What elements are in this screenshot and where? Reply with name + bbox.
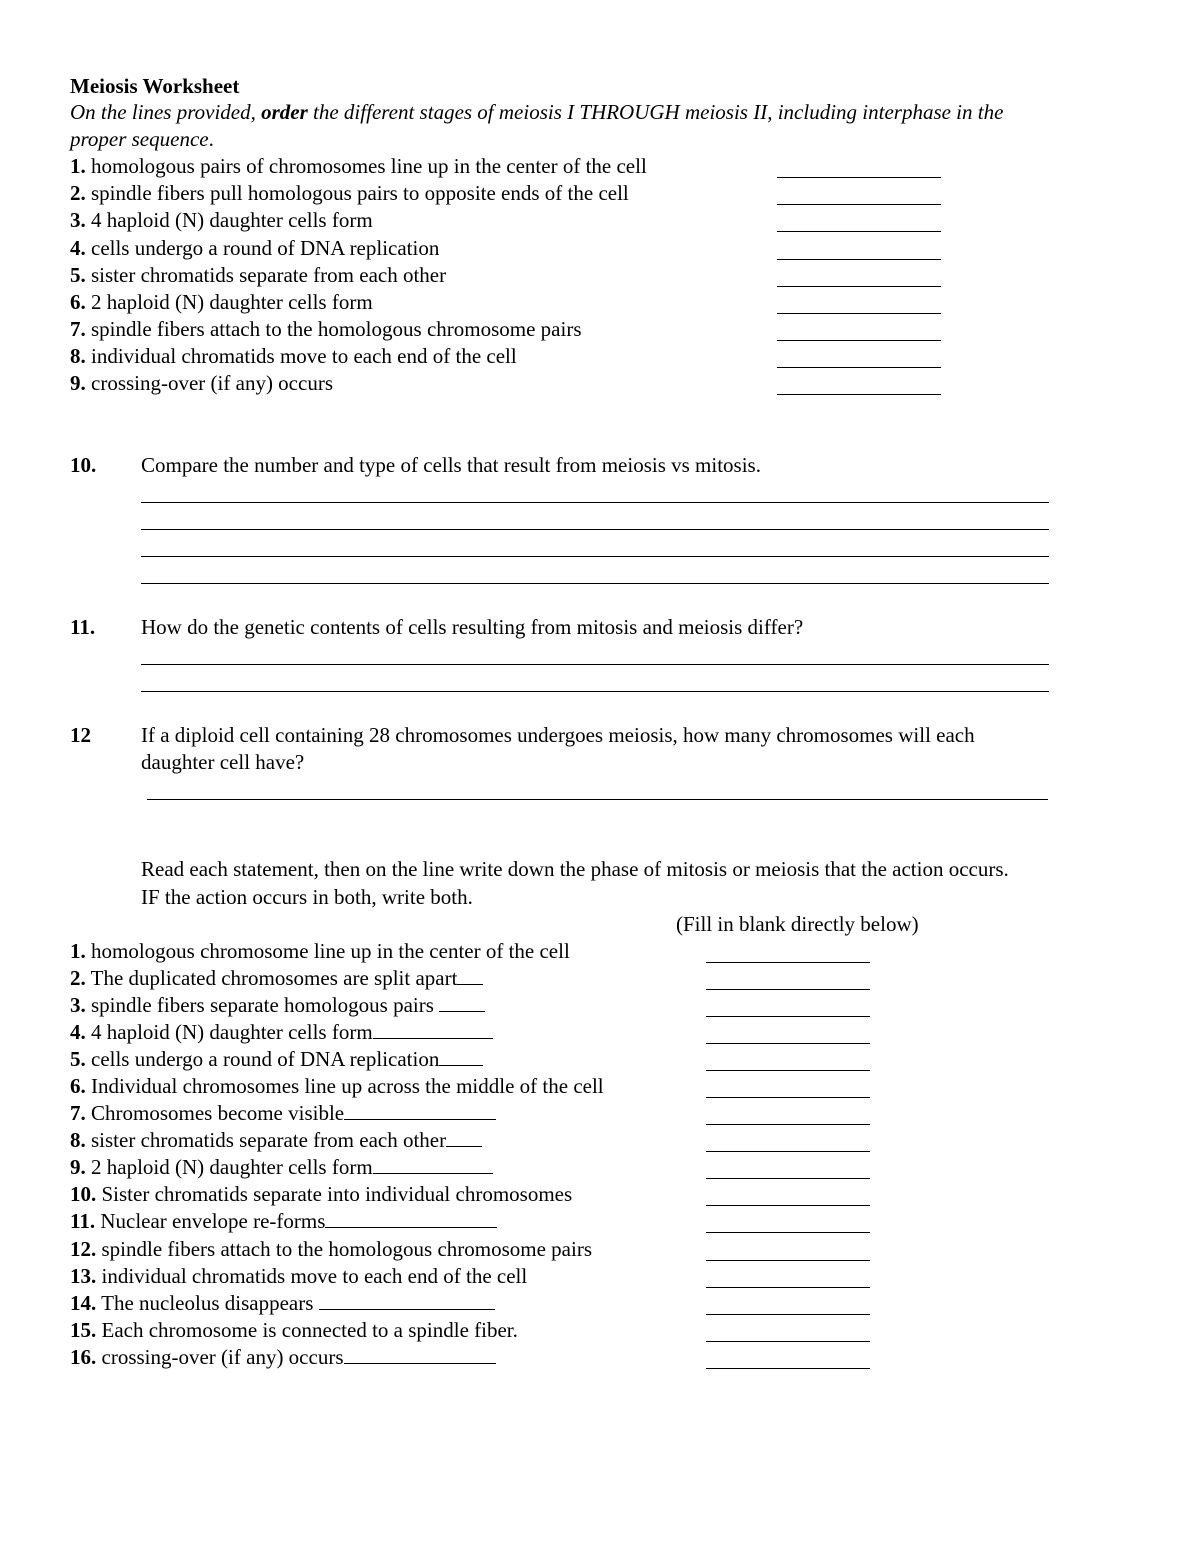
answer-blank[interactable]	[777, 367, 941, 368]
q10-number: 10.	[70, 453, 97, 477]
list-item: 15. Each chromosome is connected to a spindle fiber.	[70, 1318, 518, 1342]
list-item: 10. Sister chromatids separate into individual chromosomes	[70, 1182, 573, 1206]
list-item: 12. spindle fibers attach to the homologous chromosome pairs	[70, 1237, 592, 1261]
list-item: 3. spindle fibers separate homologous pairs	[70, 992, 485, 1019]
list-item: 3. 4 haploid (N) daughter cells form	[70, 208, 373, 232]
answer-blank[interactable]	[706, 1178, 870, 1179]
list-item: 7. spindle fibers attach to the homologous chromosome pairs	[70, 317, 582, 341]
answer-blank[interactable]	[706, 1260, 870, 1261]
instructions-line-1: On the lines provided, order the different stages of meiosis I THROUGH meiosis II, including interphase in the	[70, 100, 1004, 124]
answer-blank[interactable]	[706, 1016, 870, 1017]
list-item: 9. 2 haploid (N) daughter cells form	[70, 1154, 493, 1181]
answer-blank[interactable]	[706, 1287, 870, 1288]
answer-blank[interactable]	[706, 1070, 870, 1071]
answer-blank[interactable]	[706, 1097, 870, 1098]
answer-line[interactable]	[141, 556, 1049, 557]
list-item: 16. crossing-over (if any) occurs	[70, 1344, 496, 1371]
answer-blank[interactable]	[706, 962, 870, 963]
answer-blank[interactable]	[777, 177, 941, 178]
answer-line[interactable]	[141, 502, 1049, 503]
instructions-line-2: proper sequence.	[70, 127, 214, 151]
answer-line[interactable]	[141, 691, 1049, 692]
answer-blank[interactable]	[777, 231, 941, 232]
list-item: 8. individual chromatids move to each end of the cell	[70, 344, 517, 368]
q12-text-line-1: If a diploid cell containing 28 chromosomes undergoes meiosis, how many chromosomes will each	[141, 723, 975, 747]
fill-note: (Fill in blank directly below)	[676, 912, 919, 936]
q10-text: Compare the number and type of cells that result from meiosis vs mitosis.	[141, 453, 761, 477]
list-item: 13. individual chromatids move to each end of the cell	[70, 1264, 528, 1288]
answer-blank[interactable]	[777, 394, 941, 395]
answer-line[interactable]	[141, 583, 1049, 584]
list-item: 7. Chromosomes become visible	[70, 1100, 496, 1127]
list-item: 2. spindle fibers pull homologous pairs to opposite ends of the cell	[70, 181, 629, 205]
list-item: 9. crossing-over (if any) occurs	[70, 371, 333, 395]
page-title: Meiosis Worksheet	[70, 74, 240, 98]
answer-blank[interactable]	[706, 1151, 870, 1152]
answer-blank[interactable]	[706, 1205, 870, 1206]
answer-line[interactable]	[147, 799, 1048, 800]
answer-blank[interactable]	[777, 286, 941, 287]
answer-blank[interactable]	[706, 1232, 870, 1233]
list-item: 4. cells undergo a round of DNA replication	[70, 236, 440, 260]
answer-blank[interactable]	[777, 313, 941, 314]
answer-blank[interactable]	[706, 1341, 870, 1342]
answer-blank[interactable]	[706, 1043, 870, 1044]
q12-text-line-2: daughter cell have?	[141, 750, 305, 774]
answer-blank[interactable]	[777, 259, 941, 260]
answer-blank[interactable]	[777, 340, 941, 341]
list-item: 6. Individual chromosomes line up across the middle of the cell	[70, 1074, 604, 1098]
answer-blank[interactable]	[706, 989, 870, 990]
answer-blank[interactable]	[777, 204, 941, 205]
answer-blank[interactable]	[706, 1314, 870, 1315]
answer-line[interactable]	[141, 529, 1049, 530]
answer-blank[interactable]	[706, 1124, 870, 1125]
list-item: 14. The nucleolus disappears	[70, 1290, 495, 1317]
q11-text: How do the genetic contents of cells resulting from mitosis and meiosis differ?	[141, 615, 804, 639]
q12-number: 12	[70, 723, 91, 747]
list-item: 8. sister chromatids separate from each other	[70, 1127, 482, 1154]
list-item: 1. homologous pairs of chromosomes line up in the center of the cell	[70, 154, 647, 178]
list-item: 4. 4 haploid (N) daughter cells form	[70, 1019, 493, 1046]
list-item: 6. 2 haploid (N) daughter cells form	[70, 290, 373, 314]
part2-instructions-line-1: Read each statement, then on the line write down the phase of mitosis or meiosis that the action occurs.	[141, 857, 1009, 881]
list-item: 5. sister chromatids separate from each other	[70, 263, 447, 287]
part2-instructions-line-2: IF the action occurs in both, write both.	[141, 885, 473, 909]
list-item: 1. homologous chromosome line up in the center of the cell	[70, 939, 570, 963]
list-item: 2. The duplicated chromosomes are split apart	[70, 965, 483, 992]
list-item: 11. Nuclear envelope re-forms	[70, 1208, 497, 1235]
q11-number: 11.	[70, 615, 96, 639]
list-item: 5. cells undergo a round of DNA replication	[70, 1046, 483, 1073]
answer-line[interactable]	[141, 664, 1049, 665]
answer-blank[interactable]	[706, 1368, 870, 1369]
